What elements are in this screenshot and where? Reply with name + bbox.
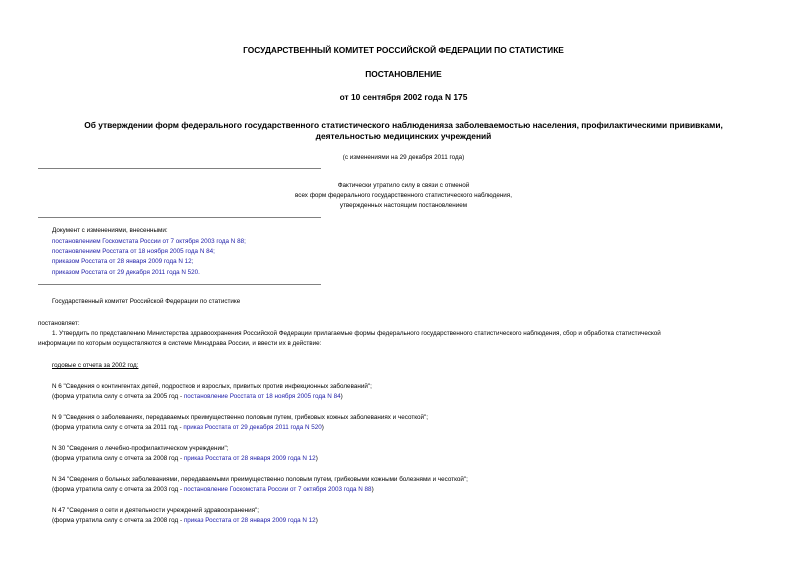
annual-forms-heading: годовые с отчета за 2002 год: [52,362,139,369]
form-name: N 30 "Сведения о лечебно-профилактическом учреждении"; [52,445,229,452]
expired-note-line-2: всех форм федерального государственного статистического наблюдения, [295,192,512,199]
point-1-line-2: информации по которым осуществляются в системе Минздрава России, и ввести их в действие: [38,340,322,347]
divider-top [38,168,321,169]
expired-note-line-1: Фактически утратило силу в связи с отменой [337,182,470,189]
doc-type-heading: ПОСТАНОВЛЕНИЕ [365,69,442,79]
form-name: N 34 "Сведения о больных заболеваниями, передаваемыми преимущественно половым путем, грибковыми кожными болезнями и чесоткой"; [52,476,468,483]
amendment-link-4[interactable]: приказом Росстата от 29 декабря 2011 года N 520. [52,269,200,276]
form-note [52,486,374,493]
date-number-heading: от 10 сентября 2002 года N 175 [339,92,468,102]
resolves-text: постановляет: [38,320,80,327]
amendments-intro: Документ с изменениями, внесенными: [52,227,168,234]
form-note-prefix: (форма утратила силу с отчета за 2008 год - [52,517,184,524]
amendment-link-3[interactable]: приказом Росстата от 28 января 2009 года N 12; [52,258,194,265]
form-note [52,424,324,431]
issuer-text: Государственный комитет Российской Федерации по статистике [52,298,241,305]
form-note-suffix: ) [315,517,318,524]
form-note-prefix: (форма утратила силу с отчета за 2008 год - [52,455,184,462]
form-note [52,455,318,462]
form-note-prefix: (форма утратила силу с отчета за 2005 год - [52,393,184,400]
form-note [52,517,318,524]
form-note [52,393,343,400]
form-note-suffix: ) [371,486,374,493]
form-note-suffix: ) [315,455,318,462]
committee-heading: ГОСУДАРСТВЕННЫЙ КОМИТЕТ РОССИЙСКОЙ ФЕДЕРАЦИИ ПО СТАТИСТИКЕ [243,45,564,55]
title-line-1: Об утверждении форм федерального государственного статистического наблюденияза заболеваемостью населения, профилактическими прививками, [84,120,723,130]
title-line-2: деятельностью медицинских учреждений [315,131,492,141]
form-note-link[interactable]: приказ Росстата от 28 января 2009 года N 12 [183,455,316,462]
expired-note-line-3: утвержденных настоящим постановлением [339,202,468,209]
form-name: N 9 "Сведения о заболеваниях, передаваемых преимущественно половым путем, грибковых кожных заболеваниях и чесоткой"; [52,414,429,421]
amendment-link-1[interactable]: постановлением Госкомстата России от 7 октября 2003 года N 88; [52,238,246,245]
form-name: N 6 "Сведения о контингентах детей, подростков и взрослых, привитых против инфекционных заболеваний"; [52,383,372,390]
form-note-link[interactable]: приказ Росстата от 29 декабря 2011 года N 520 [183,424,322,431]
form-note-prefix: (форма утратила силу с отчета за 2011 год - [52,424,184,431]
form-note-prefix: (форма утратила силу с отчета за 2003 год - [52,486,184,493]
form-note-link[interactable]: постановление Росстата от 18 ноября 2005 года N 84 [183,393,341,400]
divider-middle [38,217,321,218]
point-1-line-1: 1. Утвердить по представлению Министерства здравоохранения Российской Федерации прилагаемые формы федерального государственного статистического наблюдения, сбор и обработка статистической [52,330,661,337]
form-name: N 47 "Сведения о сети и деятельности учреждений здравоохранения"; [52,507,260,514]
form-note-link[interactable]: приказ Росстата от 28 января 2009 года N 12 [183,517,316,524]
form-note-link[interactable]: постановление Госкомстата России от 7 октября 2003 года N 88 [183,486,372,493]
form-note-suffix: ) [340,393,343,400]
amendment-link-2[interactable]: постановлением Росстата от 18 ноября 2005 года N 84; [52,248,215,255]
divider-bottom [38,284,321,285]
amended-note: (с изменениями на 29 декабря 2011 года) [342,154,465,161]
form-note-suffix: ) [321,424,324,431]
